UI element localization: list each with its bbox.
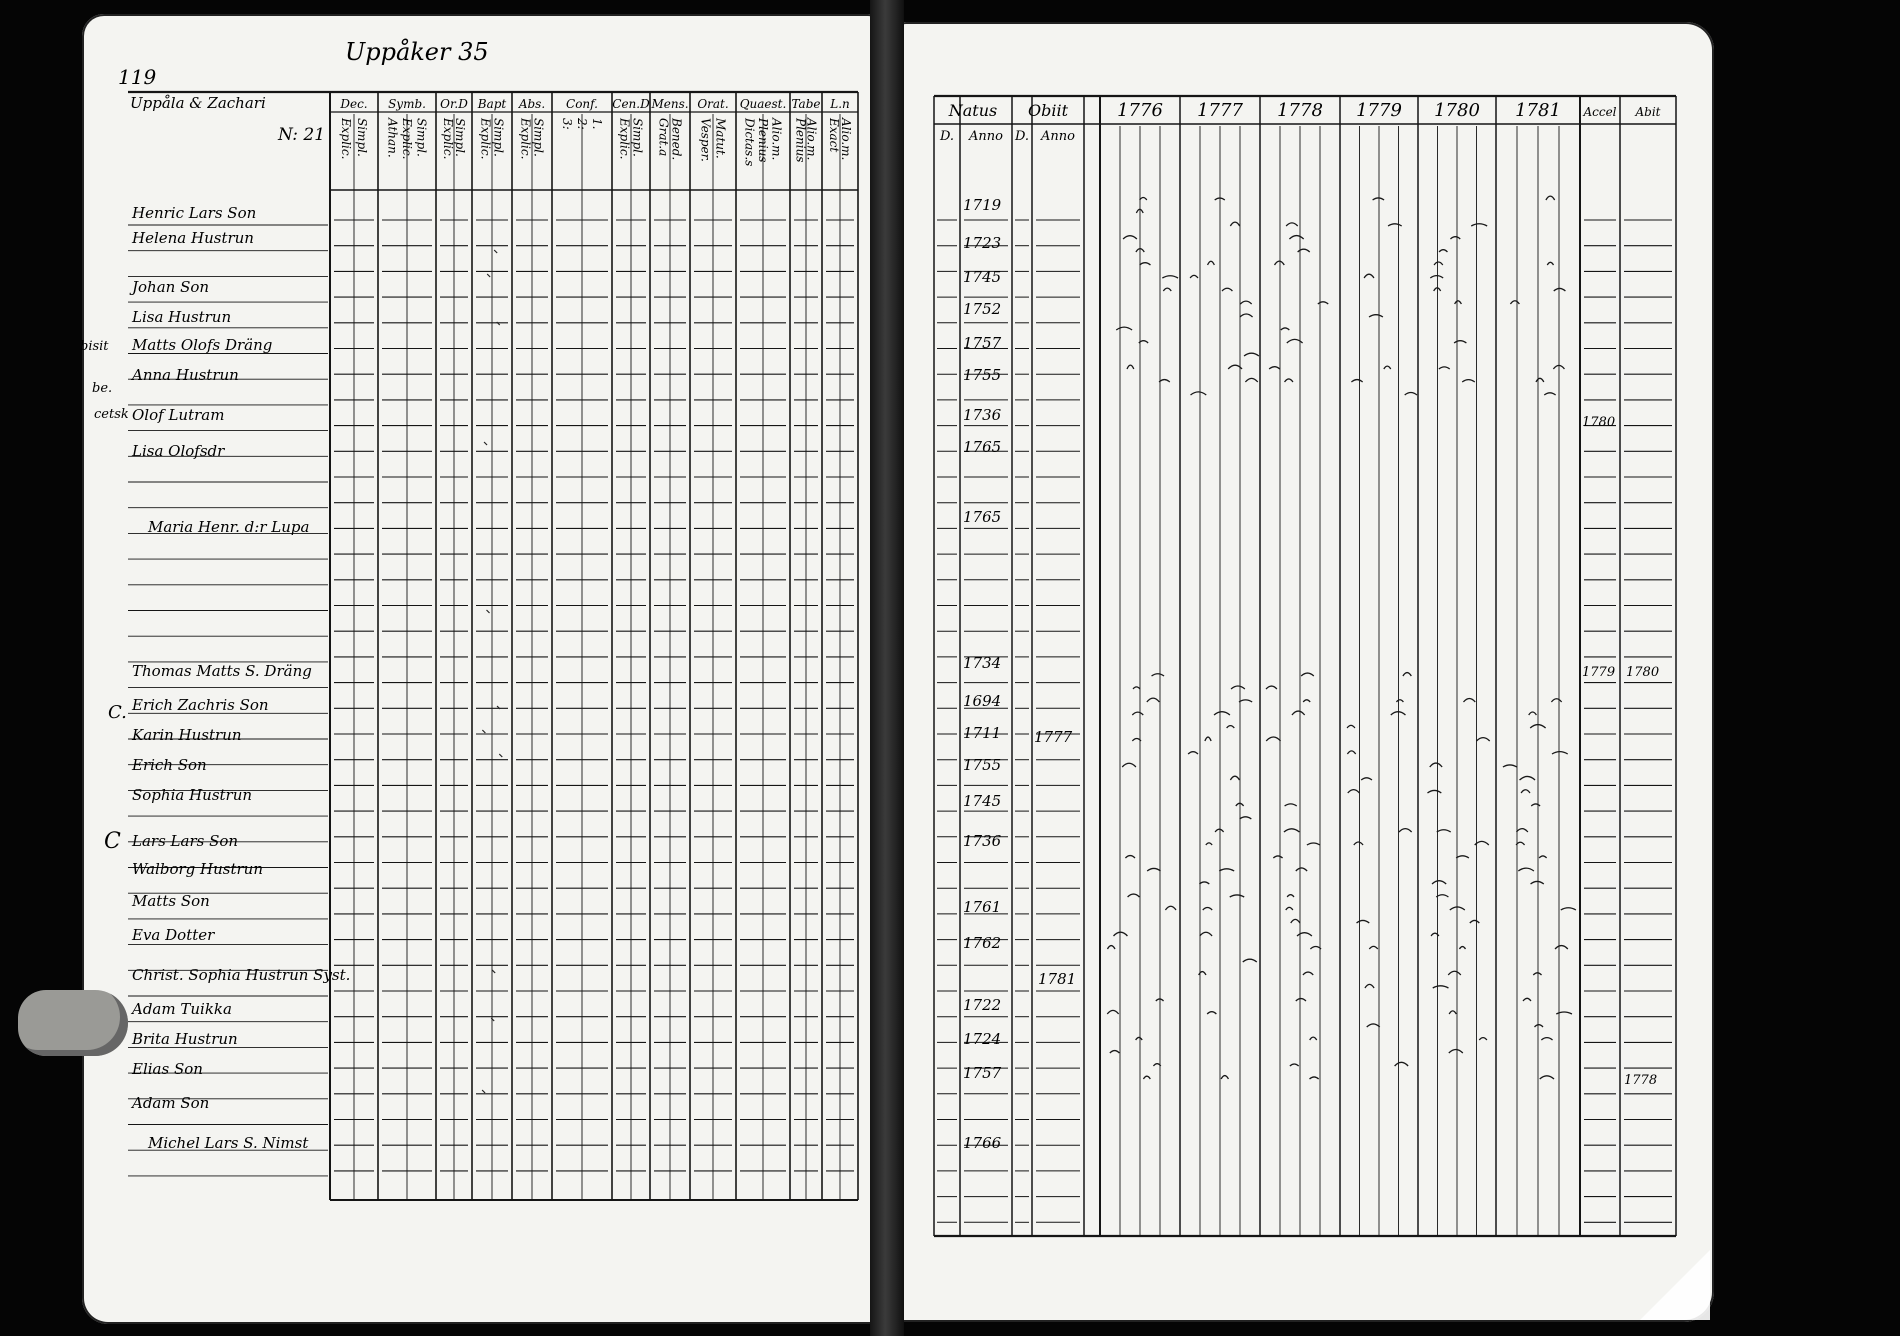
column-subheader: Explic. (617, 118, 632, 160)
accessit-entry: 1778 (1624, 1073, 1658, 1088)
handwritten-mark (1364, 274, 1374, 278)
column-subheader: Exact (827, 118, 841, 153)
handwritten-mark (1286, 223, 1298, 226)
margin-note: bisit (80, 339, 109, 354)
handwritten-mark (1433, 986, 1449, 988)
column-subheader: Dictas.s (742, 118, 757, 167)
household-member-name: Elias Son (132, 1060, 203, 1078)
birth-year-entry: 1762 (963, 934, 1002, 952)
handwritten-mark (1136, 1037, 1143, 1040)
handwritten-mark (1269, 367, 1280, 369)
handwritten-mark (1310, 1037, 1317, 1040)
handwritten-mark (1539, 856, 1546, 858)
birth-year-entry: 1765 (963, 508, 1002, 526)
handwritten-mark (1296, 868, 1307, 871)
handwritten-mark (1439, 250, 1447, 252)
handwritten-mark (1286, 907, 1293, 910)
handwritten-mark (1427, 790, 1441, 793)
column-header: Dec. (340, 97, 368, 111)
handwritten-mark (1554, 288, 1566, 291)
death-year-entry: 1777 (1034, 728, 1073, 746)
handwritten-mark (1455, 301, 1462, 304)
handwritten-mark (1462, 380, 1475, 382)
handwritten-mark (1516, 829, 1527, 832)
handwritten-mark (1354, 842, 1363, 845)
handwritten-mark (1219, 869, 1234, 871)
handwritten-mark (1140, 263, 1151, 265)
handwritten-mark (1191, 392, 1207, 395)
left-column-headers (339, 97, 853, 166)
column-subheader: Matut. (713, 118, 728, 159)
handwritten-mark (1152, 674, 1165, 676)
handwritten-mark (1285, 804, 1297, 806)
handwritten-mark (1230, 895, 1245, 897)
handwritten-mark (1520, 776, 1536, 780)
tick-mark (482, 730, 485, 733)
handwritten-mark (1510, 301, 1519, 304)
tick-mark (499, 754, 502, 757)
handwritten-mark (1448, 971, 1461, 975)
handwritten-mark (1147, 698, 1159, 702)
page-number: 119 (118, 65, 157, 89)
handwritten-mark (1297, 933, 1312, 936)
column-header: Abs. (518, 97, 546, 111)
handwritten-mark (1463, 698, 1475, 702)
handwritten-mark (1230, 222, 1239, 226)
left-name-list (129, 204, 350, 1152)
handwritten-mark (1107, 1010, 1118, 1014)
handwritten-mark (1245, 378, 1257, 382)
column-header: Tabe (791, 97, 821, 111)
birth-year-entry: 1755 (963, 366, 1002, 384)
handwritten-mark (1436, 895, 1448, 897)
handwritten-mark (1188, 752, 1198, 754)
column-header: Quaest. (739, 97, 787, 111)
birth-year-entry: 1722 (963, 996, 1002, 1014)
column-subheader: Alio.m. (769, 118, 784, 161)
handwritten-mark (1206, 843, 1212, 845)
margin-note: cetsk (94, 407, 129, 422)
handwritten-mark (1449, 1049, 1463, 1053)
column-subheader: 1. (590, 118, 604, 130)
death-year-entry: 1781 (1038, 970, 1077, 988)
handwritten-mark (1227, 726, 1235, 728)
handwritten-mark (1289, 236, 1303, 239)
handwritten-mark (1432, 881, 1446, 884)
margin-note: be. (92, 381, 113, 396)
column-subheader: Simpl. (453, 118, 467, 157)
handwritten-mark (1205, 737, 1211, 741)
handwritten-mark (1298, 249, 1310, 252)
handwritten-mark (1125, 856, 1135, 858)
handwritten-mark (1284, 829, 1299, 832)
handwritten-mark (1533, 973, 1541, 975)
handwritten-mark (1199, 882, 1209, 884)
handwritten-mark (1122, 763, 1136, 767)
birth-year-entry: 1752 (963, 300, 1002, 318)
birth-year-entry: 1734 (963, 654, 1002, 672)
tick-mark (484, 442, 487, 445)
column-header: L.n (830, 97, 850, 111)
birth-year-entry: 1757 (963, 1064, 1002, 1082)
handwritten-mark (1439, 367, 1450, 369)
column-subheader: Simpl. (630, 118, 645, 157)
column-header: Mens. (651, 97, 689, 111)
handwritten-mark (1110, 1051, 1120, 1053)
handwritten-mark (1243, 959, 1257, 962)
handwritten-mark (1281, 328, 1289, 330)
household-member-name: Adam Son (132, 1094, 210, 1112)
handwritten-mark (1231, 686, 1245, 689)
column-header: Or.D (440, 97, 468, 111)
handwritten-mark (1476, 738, 1489, 741)
handwritten-mark (1291, 919, 1300, 923)
sub-header: D. (1014, 129, 1030, 144)
tick-mark (487, 610, 490, 613)
handwritten-mark (1369, 946, 1377, 949)
year-header: 1777 (1197, 100, 1243, 121)
household-member-name: Matts Son (132, 892, 210, 910)
household-member-name: Anna Hustrun (132, 366, 239, 384)
handwritten-marks (1107, 196, 1576, 1079)
handwritten-mark (1127, 365, 1134, 369)
birth-year-entry: 1736 (963, 832, 1002, 850)
handwritten-mark (1518, 868, 1534, 871)
handwritten-mark (1367, 1024, 1380, 1027)
handwritten-mark (1200, 932, 1212, 936)
handwritten-mark (1396, 700, 1403, 702)
handwritten-mark (1450, 237, 1460, 239)
handwritten-mark (1266, 686, 1277, 689)
handwritten-mark (1536, 378, 1544, 382)
birth-year-entry: 1723 (963, 234, 1002, 252)
handwritten-mark (1552, 752, 1568, 754)
handwritten-mark (1128, 894, 1140, 897)
column-subheader: Explic. (339, 118, 353, 160)
handwritten-mark (1292, 711, 1305, 715)
handwritten-mark (1403, 673, 1411, 676)
tick-mark (494, 250, 497, 253)
handwritten-mark (1540, 1076, 1554, 1079)
household-member-name: Karin Hustrun (132, 726, 242, 744)
handwritten-mark (1116, 327, 1132, 330)
handwritten-mark (1307, 843, 1320, 845)
handwritten-mark (1348, 790, 1360, 793)
handwritten-mark (1303, 972, 1313, 975)
birth-year-entry: 1745 (963, 268, 1002, 286)
tick-mark (492, 970, 495, 973)
household-member-name: Lars Lars Son (132, 832, 239, 850)
handwritten-mark (1541, 1038, 1552, 1040)
handwritten-mark (1399, 829, 1412, 832)
handwritten-mark (1503, 765, 1517, 767)
household-member-name: Matts Olofs Dräng (132, 336, 273, 354)
handwritten-mark (1296, 999, 1306, 1001)
birth-year-entry: 1694 (963, 692, 1002, 710)
margin-note: C (104, 829, 121, 854)
tick-mark (487, 274, 490, 277)
handwritten-mark (1287, 895, 1294, 897)
sub-header: D. (939, 129, 955, 144)
birth-year-entry: 1755 (963, 756, 1002, 774)
handwritten-mark (1274, 261, 1284, 265)
birth-year-entry: 1736 (963, 406, 1002, 424)
handwritten-mark (1521, 790, 1530, 793)
village-name: Uppåla & Zachari (130, 94, 266, 112)
handwritten-mark (1222, 288, 1232, 291)
column-subheader: Explic. (518, 118, 533, 160)
handwritten-mark (1523, 998, 1531, 1001)
handwritten-mark (1434, 262, 1443, 265)
birth-year-entry: 1745 (963, 792, 1002, 810)
handwritten-mark (1351, 380, 1362, 382)
handwritten-mark (1163, 288, 1171, 291)
year-header: 1779 (1356, 100, 1402, 121)
obiit-header: Obiit (1027, 101, 1069, 120)
handwritten-mark (1207, 1012, 1216, 1014)
sub-header: Anno (969, 129, 1003, 144)
year-header: 1778 (1277, 100, 1323, 121)
column-subheader: Plenius (756, 118, 770, 163)
household-member-name: Michel Lars S. Nimst (148, 1134, 309, 1152)
handwritten-mark (1123, 236, 1137, 239)
birth-year-entry: 1765 (963, 438, 1002, 456)
handwritten-mark (1365, 984, 1374, 988)
column-subheader: Grat.a (656, 118, 671, 157)
handwritten-mark (1162, 276, 1178, 278)
birth-year-entry: 1757 (963, 334, 1002, 352)
year-header: 1776 (1117, 100, 1163, 121)
accessit-entry: 1779 (1582, 665, 1616, 680)
column-subheader: Bened. (669, 118, 684, 161)
handwritten-mark (1165, 906, 1176, 910)
column-subheader: Explic. (478, 118, 493, 160)
birth-year-entry: 1766 (963, 1134, 1002, 1152)
column-subheader: Simpl. (355, 118, 369, 157)
handwritten-mark (1551, 699, 1561, 702)
handwritten-mark (1470, 920, 1480, 923)
handwritten-mark (1388, 224, 1402, 226)
handwritten-mark (1310, 946, 1321, 949)
handwritten-mark (1285, 379, 1293, 382)
accessit-entry: 1780 (1582, 415, 1616, 430)
household-member-name: Erich Son (132, 756, 207, 774)
column-header: Orat. (697, 97, 729, 111)
handwritten-mark (1369, 315, 1383, 317)
handwritten-mark (1147, 868, 1160, 871)
column-subheader: Vesper. (698, 118, 713, 162)
household-member-name: Erich Zachris Son (132, 696, 269, 714)
handwritten-mark (1114, 932, 1128, 936)
handwritten-mark (1531, 881, 1544, 884)
household-member-name: Maria Henr. d:r Lupa (148, 518, 310, 536)
year-header: 1781 (1515, 100, 1561, 121)
handwritten-mark (1437, 830, 1451, 832)
handwritten-mark (1430, 276, 1443, 278)
handwritten-mark (1357, 920, 1370, 923)
household-member-name: Lisa Hustrun (132, 308, 232, 326)
handwritten-mark (1214, 712, 1230, 715)
handwritten-mark (1309, 1077, 1318, 1079)
handwritten-mark (1230, 776, 1239, 780)
handwritten-mark (1290, 1064, 1299, 1066)
household-member-name: Eva Dotter (132, 926, 215, 944)
handwritten-mark (1244, 353, 1259, 356)
household-number: N: 21 (278, 125, 326, 145)
handwritten-mark (1240, 301, 1251, 304)
handwritten-mark (1531, 804, 1540, 806)
column-subheader: Alio.m. (839, 118, 853, 161)
handwritten-mark (1454, 341, 1466, 343)
column-header: Symb. (388, 97, 426, 111)
column-subheader: Plenius (793, 118, 808, 163)
column-subheader: Explic. (400, 118, 414, 160)
handwritten-mark (1459, 947, 1465, 949)
handwritten-mark (1395, 1062, 1409, 1066)
handwritten-mark (1240, 817, 1252, 819)
handwritten-mark (1266, 737, 1280, 741)
handwritten-mark (1546, 196, 1555, 200)
abiit-header: Abit (1635, 105, 1661, 119)
accessit-header: Accel (1583, 105, 1617, 119)
handwritten-mark (1208, 261, 1215, 265)
handwritten-mark (1373, 198, 1384, 200)
birth-year-entry: 1724 (963, 1030, 1002, 1048)
household-member-name: Christ. Sophia Hustrun Syst. (132, 966, 351, 984)
handwritten-mark (1301, 673, 1314, 676)
handwritten-mark (1303, 700, 1310, 702)
tick-mark (482, 1090, 485, 1093)
household-member-name: Adam Tuikka (132, 1000, 232, 1018)
handwritten-mark (1190, 275, 1198, 278)
birth-year-entry: 1711 (963, 724, 1002, 742)
household-member-name: Olof Lutram (132, 406, 225, 424)
year-header: 1780 (1434, 100, 1480, 121)
birth-year-entry: 1761 (963, 898, 1002, 916)
household-member-name: Sophia Hustrun (132, 786, 253, 804)
handwritten-mark (1529, 712, 1537, 715)
handwritten-mark (1361, 778, 1372, 780)
household-member-name: Johan Son (132, 278, 210, 296)
handwritten-mark (1140, 198, 1147, 200)
handwritten-mark (1221, 1076, 1228, 1079)
household-member-name: Lisa Olofsdr (132, 442, 225, 460)
handwritten-mark (1535, 1025, 1543, 1027)
handwritten-mark (1133, 687, 1140, 689)
handwritten-mark (1479, 1038, 1487, 1040)
column-header: Conf. (566, 97, 598, 111)
handwritten-mark (1239, 700, 1252, 702)
birth-year-entry: 1719 (963, 196, 1002, 214)
page-top-heading: Uppåker 35 (345, 38, 489, 66)
natus-header: Natus (948, 101, 998, 120)
sub-header: Anno (1041, 129, 1075, 144)
column-subheader: 3: (560, 118, 574, 130)
margin-note: C. (108, 702, 127, 723)
handwritten-mark (1153, 1064, 1160, 1066)
column-subheader: Simpl. (531, 118, 546, 157)
handwritten-mark (1347, 725, 1355, 728)
right-ledger-grid (934, 96, 1676, 1236)
handwritten-mark (1203, 908, 1212, 910)
handwritten-mark (1159, 380, 1170, 382)
handwritten-mark (1318, 302, 1328, 304)
column-subheader: Alio.m. (804, 118, 819, 161)
household-member-name: Helena Hustrun (132, 229, 254, 247)
handwritten-mark (1547, 262, 1553, 265)
handwritten-mark (1456, 856, 1469, 858)
handwritten-mark (1430, 763, 1442, 767)
handwritten-mark (1347, 751, 1355, 754)
handwritten-mark (1240, 314, 1253, 317)
handwritten-mark (1273, 856, 1282, 858)
column-subheader: Explic. (441, 118, 455, 160)
handwritten-mark (1561, 908, 1576, 910)
handwritten-mark (1449, 1011, 1456, 1014)
handwritten-mark (1471, 224, 1487, 226)
column-subheader: 2: (575, 118, 589, 130)
column-subheader: Simpl. (414, 118, 429, 157)
household-member-name: Thomas Matts S. Dräng (132, 662, 312, 680)
handwritten-mark (1143, 1076, 1150, 1079)
handwritten-mark (1132, 712, 1143, 715)
column-header: Cen.D (612, 97, 650, 111)
handwritten-mark (1384, 366, 1391, 369)
column-subheader: Simpl. (491, 118, 506, 157)
household-member-name: Brita Hustrun (132, 1030, 238, 1048)
handwritten-mark (1215, 829, 1224, 832)
handwritten-mark (1544, 393, 1555, 395)
abiit-entry: 1780 (1626, 665, 1660, 680)
handwritten-mark (1555, 946, 1568, 949)
household-member-name: Walborg Hustrun (132, 860, 263, 878)
column-subheader: Athan. (385, 118, 400, 158)
handwritten-mark (1405, 393, 1417, 395)
handwritten-mark (1107, 946, 1115, 949)
column-header: Bapt (477, 97, 507, 111)
household-member-name: Henric Lars Son (132, 204, 257, 222)
